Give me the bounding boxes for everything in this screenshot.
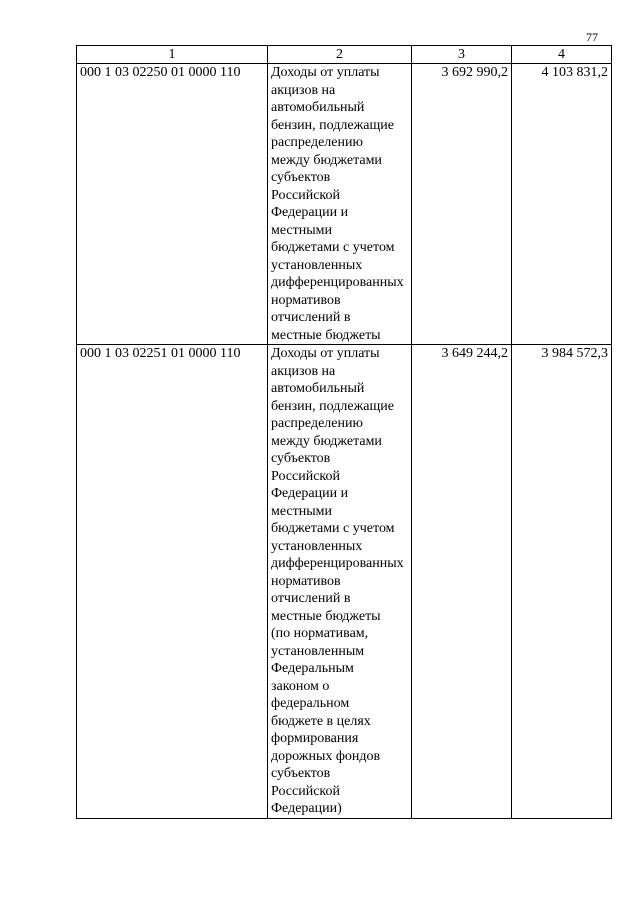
description-line: между бюджетами [271, 433, 382, 449]
description-line: Российской [271, 187, 340, 203]
description-line: законом о [271, 678, 330, 694]
description-line: между бюджетами [271, 152, 382, 168]
description-line: субъектов [271, 766, 331, 781]
description-line: автомобильный [271, 381, 365, 396]
description-line: Федеральным [271, 661, 354, 676]
description-line: дифференцированных [271, 275, 404, 290]
description-line: местными [271, 222, 333, 238]
column-header-1: 1 [77, 46, 268, 64]
description-line: Российской [271, 783, 340, 799]
value-column-3: 3 649 244,2 [412, 345, 512, 819]
description-line: бензин, подлежащие [271, 398, 394, 414]
description-line: распределению [271, 416, 363, 431]
description-line: автомобильный [271, 100, 365, 115]
description-line: субъектов [271, 170, 331, 185]
header-row [77, 46, 612, 64]
description-line: отчислений в [271, 591, 351, 606]
description-line: федеральном [271, 696, 350, 711]
table-body [77, 64, 612, 819]
budget-table [76, 45, 612, 819]
column-header-3: 3 [412, 46, 512, 64]
description-line: Доходы от уплаты [271, 65, 380, 80]
value-column-4: 4 103 831,2 [512, 64, 612, 345]
description-line: Федерации и [271, 205, 349, 220]
column-header-4: 4 [512, 46, 612, 64]
revenue-description [268, 64, 412, 345]
description-line: субъектов [271, 451, 331, 466]
description-line: отчислений в [271, 310, 351, 325]
description-line: Доходы от уплаты [271, 346, 380, 361]
description-line: местные бюджеты [271, 608, 381, 624]
description-line: установленным [271, 643, 365, 659]
table-header [77, 46, 612, 64]
description-line: Федерации) [271, 801, 342, 816]
description-line: (по нормативам, [271, 626, 369, 641]
description-line: нормативов [271, 573, 341, 589]
description-line: установленных [271, 538, 363, 554]
description-line: формирования [271, 731, 359, 746]
table-row [77, 64, 612, 345]
description-line: акцизов на [271, 363, 336, 379]
description-line: бюджете в целях [271, 713, 371, 729]
description-line: бюджетами с учетом [271, 521, 395, 536]
description-line: Федерации и [271, 486, 349, 501]
description-line: распределению [271, 135, 363, 150]
description-line: нормативов [271, 292, 341, 308]
revenue-code: 000 1 03 02250 01 0000 110 [77, 64, 268, 345]
description-line: Российской [271, 468, 340, 484]
table-row [77, 345, 612, 819]
description-line: дифференцированных [271, 556, 404, 571]
description-line: бюджетами с учетом [271, 240, 395, 255]
column-header-2: 2 [268, 46, 412, 64]
page-number: 77 [586, 30, 598, 44]
revenue-description [268, 345, 412, 819]
description-line: местные бюджеты [271, 327, 381, 343]
description-line: акцизов на [271, 82, 336, 98]
description-line: дорожных фондов [271, 748, 381, 764]
description-line: установленных [271, 257, 363, 273]
revenue-code: 000 1 03 02251 01 0000 110 [77, 345, 268, 819]
value-column-4: 3 984 572,3 [512, 345, 612, 819]
value-column-3: 3 692 990,2 [412, 64, 512, 345]
description-line: местными [271, 503, 333, 519]
description-line: бензин, подлежащие [271, 117, 394, 133]
